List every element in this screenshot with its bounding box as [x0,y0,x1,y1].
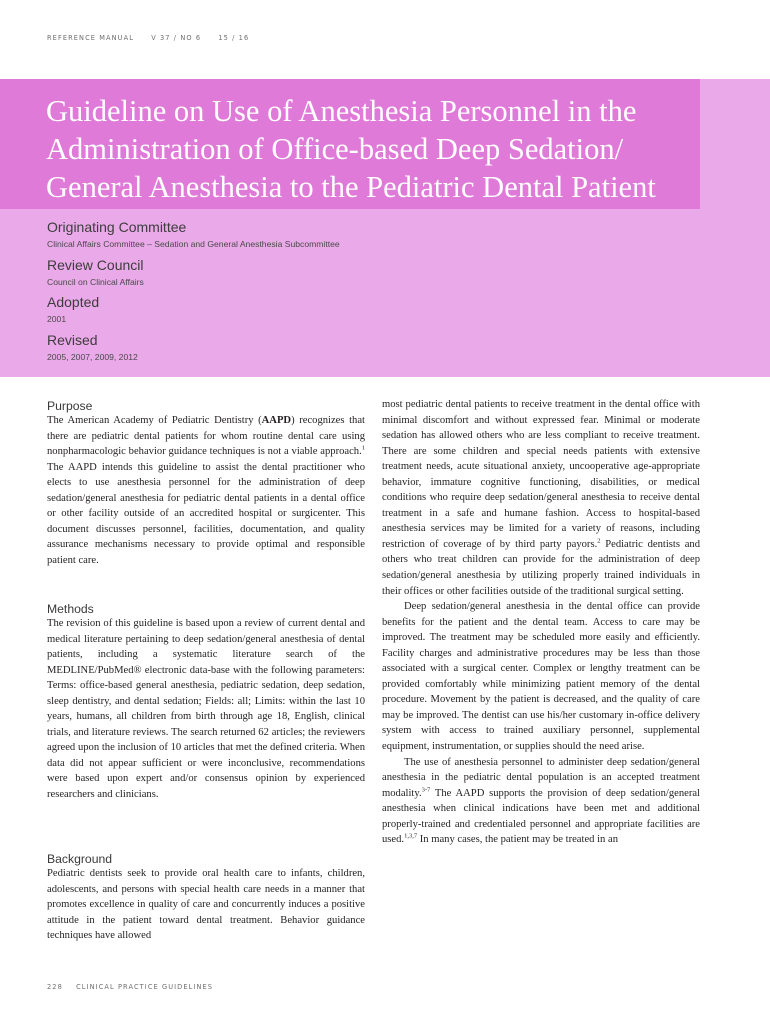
running-head-manual: REFERENCE MANUAL [47,34,134,42]
methods-heading: Methods [47,602,94,616]
originating-committee-value: Clinical Affairs Committee – Sedation and General Anesthesia Subcommittee [47,239,340,249]
right-paragraph-2: Deep sedation/general anesthesia in the dental office can provide benefits for the patient and the dental team. Access to care may be improved. The treatment may be scheduled more easily and efficiently. Facility charges and administrative procedures may be less than those associated with a surgical center. Complex or lengthy treatment can be provided comfortably while minimizing patient memory of the dental procedure. Movement by the patient is decreased, and the quality of care may be improved. The dentist can use his/her customary in-office delivery system with access to trained auxiliary personnel, supplemental equipment, instrumentation, or supplies should the need arise. [382,601,700,753]
page-number: 228 [47,983,63,991]
citation-2: 2 [597,537,601,545]
methods-body [47,616,365,803]
right-p3-text-b: The AAPD supports the provision of deep sedation/general anesthesia when clinical indications have been met and additional properly-trained and credentialed personnel and appropriate facilities are used. [382,787,700,846]
purpose-body [47,413,365,568]
page-footer [47,983,223,991]
revised-heading: Revised [47,332,98,348]
running-head-years: 15 / 16 [218,34,250,42]
review-council-heading: Review Council [47,257,144,273]
aapd-abbreviation: AAPD [261,415,292,426]
citation-1: 1 [361,444,365,452]
right-p3-text-a: The use of anesthesia personnel to administer deep sedation/general anesthesia in the pediatric dental population is an accepted treatment modality. [382,756,700,799]
citation-3-7: 3-7 [421,786,431,794]
title-line-1: Guideline on Use of Anesthesia Personnel in the [46,94,637,128]
footer-section: CLINICAL PRACTICE GUIDELINES [76,983,214,991]
running-head [47,34,263,42]
purpose-heading: Purpose [47,399,93,413]
running-head-volume: V 37 / NO 6 [151,34,202,42]
revised-value: 2005, 2007, 2009, 2012 [47,352,138,362]
background-body [47,866,365,944]
title-line-2: Administration of Office-based Deep Sedation/ [46,132,624,166]
right-paragraph-3 [382,755,700,848]
methods-paragraph: The revision of this guideline is based upon a review of current dental and medical literature pertaining to deep sedation/general anesthesia of dental patients, including a systematic literature search of the MEDLINE/PubMed® electronic data-base with the following parameters: Terms: office-based general anesthesia, pediatric sedation, deep sedation, sleep dentistry, and dental sedation; Fields: all; Limits: within the last 10 years, humans, all children from birth through age 18, English, clinical trials, and literature reviews. The search returned 62 articles; the reviewers agreed upon the inclusion of 10 articles that met the defined criteria. When data did not appear sufficient or were inconclusive, recommendations were based upon expert and/or consensus opinion by experienced researchers and clinicians. [47,618,365,801]
right-paragraph-1 [382,397,700,599]
originating-committee-heading: Originating Committee [47,219,187,235]
review-council-value: Council on Clinical Affairs [47,277,144,287]
adopted-heading: Adopted [47,294,100,310]
purpose-text-3: The AAPD intends this guideline to assist the dental practitioner who elects to use anesthesia personnel for the administration of deep sedation/general anesthesia for pediatric dental patients in a dental office or other facility outside of an accredited hospital or surgicenter. This document discusses personnel, facilities, documentation, and quality assurance mechanisms necessary to provide optimal and responsible patient care. [47,461,365,566]
right-p3-text-c: In many cases, the patient may be treated in an [417,834,618,846]
title-line-3: General Anesthesia to the Pediatric Dental Patient [46,170,656,204]
right-p1-text-b: Pediatric dentists and others who treat children can provide for the administration of deep sedation/general anesthesia by utilizing properly trained individuals in their offices or other facilities outside of the traditional surgical setting. [382,538,701,597]
adopted-value: 2001 [47,314,67,324]
background-paragraph: Pediatric dentists seek to provide oral health care to infants, children, adolescents, and persons with special health care needs in a manner that promotes excellence in quality of care and concurrently induces a positive attitude in the patient toward dental treatment. Behavior guidance techniques have allowed [47,868,365,942]
purpose-text-1: The American Academy of Pediatric Dentistry ( [47,415,262,426]
right-p1-text-a: most pediatric dental patients to receive treatment in the dental office with minimal discomfort and without expressed fear. Minimal or moderate sedation has allowed others who are less compliant to receive treatment. There are some children and special needs patients with extensive treatment needs, acute situational anxiety, uncooperative age-appropriate behavior, immature cognitive functioning, disabilities, or medical conditions who require deep sedation/general anesthesia to receive dental treatment in a safe and humane fashion. Access to hospital-based anesthesia services may be limited for a variety of reasons, including restriction of coverage of by third party payors. [382,399,700,550]
right-column [382,397,700,848]
purpose-text-2: ) recognizes that there are pediatric dental patients for whom routine dental care using nonpharmacologic behavior guidance techniques is not a viable approach. [47,415,365,458]
citation-1-3-7: 1,3,7 [404,832,418,840]
background-heading: Background [47,852,113,866]
